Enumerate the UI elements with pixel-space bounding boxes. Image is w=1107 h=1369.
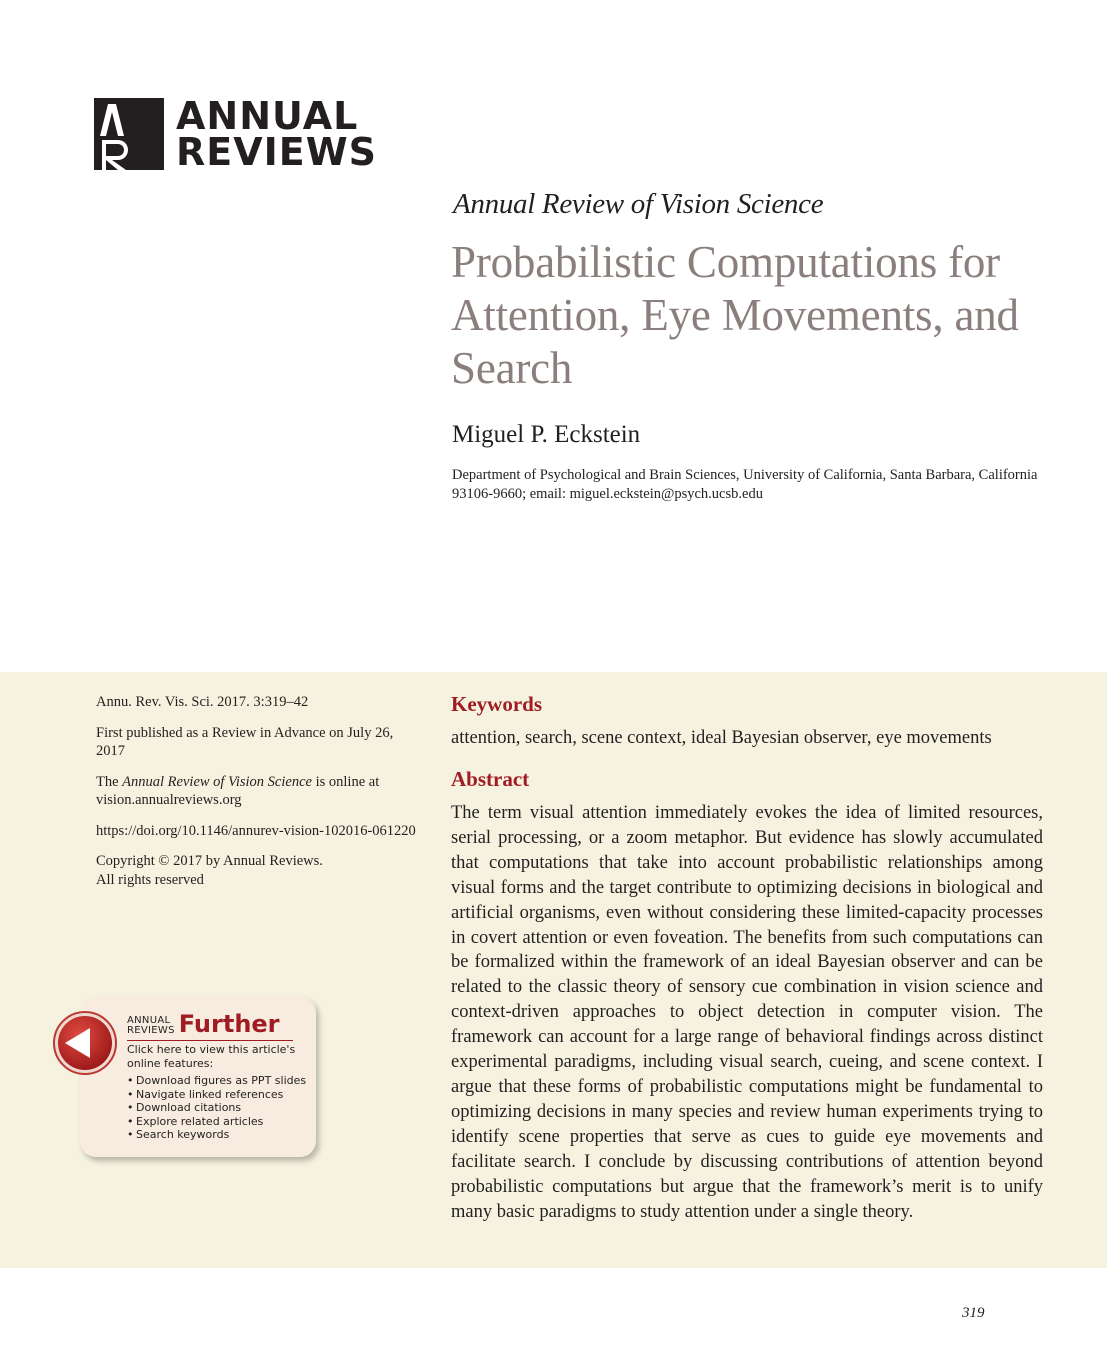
ar-logo-mark-icon: [94, 98, 164, 170]
further-feature-item: • Navigate linked references: [127, 1088, 312, 1102]
journal-name: Annual Review of Vision Science: [453, 188, 824, 220]
further-feature-item: • Download figures as PPT slides: [127, 1074, 312, 1088]
back-arrow-icon[interactable]: [52, 1010, 118, 1076]
further-heading: [127, 1012, 280, 1036]
further-instructions-rest: to view this article's online features:: [127, 1043, 296, 1070]
online-journal: Annual Review of Vision Science: [122, 773, 312, 790]
abstract-text: The term visual attention immediately evokes the idea of limited resources, serial processing, or a zoom metaphor. But evidence has slowly accumulated that computations that take into account probabilistic relationships among visual forms and the target contribute to optimizing decisions in biological and artificial organisms, even without considering these limited-capacity processes in covert attention or even foveation. The benefits from such computations can be formalized within the framework of an ideal Bayesian observer and can be related to the classic theory of sensory cue combination in vision science and context-driven approaches to object detection in computer vision. The framework can account for a large range of behavioral findings across distinct experimental paradigms, including visual search, cueing, and scene context. I argue that these forms of probabilistic computations might be fundamental to optimizing decisions in many species and review human experiments trying to identify scene properties that serve as cues to guide eye movements and facilitate search. I conclude by discussing contributions of attention beyond probabilistic computations but argue that the framework’s merit is to unify many basic paradigms to study attention under a single theory.: [451, 803, 1043, 1222]
article-title: Probabilistic Computations for Attention, Eye Movements, and Search: [451, 237, 1019, 393]
author-affiliation: Department of Psychological and Brain Sciences, University of California, Santa Barbara, California 93106-9660; email: miguel.eckstein@psych.ucsb.edu: [452, 467, 1038, 502]
logo-wordmark: [176, 94, 378, 174]
further-small-label: [127, 1016, 175, 1036]
online-pre: The: [96, 773, 123, 790]
citation: Annu. Rev. Vis. Sci. 2017. 3:319–42: [96, 694, 309, 710]
keywords-heading: Keywords: [451, 692, 542, 716]
annual-reviews-logo: [94, 94, 378, 174]
keywords-list: attention, search, scene context, ideal Bayesian observer, eye movements: [451, 728, 992, 748]
further-small-line1: ANNUAL: [127, 1015, 171, 1026]
further-feature-item: • Download citations: [127, 1101, 312, 1115]
author-name: Miguel P. Eckstein: [452, 421, 641, 448]
further-feature-list: [127, 1074, 312, 1142]
article-metadata: [96, 693, 416, 901]
further-divider: [127, 1040, 293, 1041]
further-body: [127, 1043, 312, 1142]
click-here-link[interactable]: Click here: [127, 1043, 182, 1056]
online-availability: [96, 773, 416, 810]
abstract-heading: Abstract: [451, 767, 530, 791]
further-instructions: [127, 1043, 312, 1070]
further-small-line2: REVIEWS: [127, 1025, 175, 1036]
page-number: 319: [962, 1305, 985, 1321]
further-title: Further: [178, 1010, 280, 1038]
rights-line: All rights reserved: [96, 871, 204, 888]
doi-link[interactable]: https://doi.org/10.1146/annurev-vision-102016-061220: [96, 822, 416, 839]
logo-line-annual: ANNUAL: [176, 94, 359, 138]
logo-line-reviews: REVIEWS: [176, 130, 378, 174]
further-feature-item: • Search keywords: [127, 1128, 312, 1142]
publication-date: First published as a Review in Advance on July 26, 2017: [96, 724, 394, 759]
copyright-line: Copyright © 2017 by Annual Reviews.: [96, 853, 323, 869]
online-post: is online at vision.annualreviews.org: [96, 773, 380, 808]
further-feature-item: • Explore related articles: [127, 1115, 312, 1129]
copyright: [96, 852, 416, 889]
